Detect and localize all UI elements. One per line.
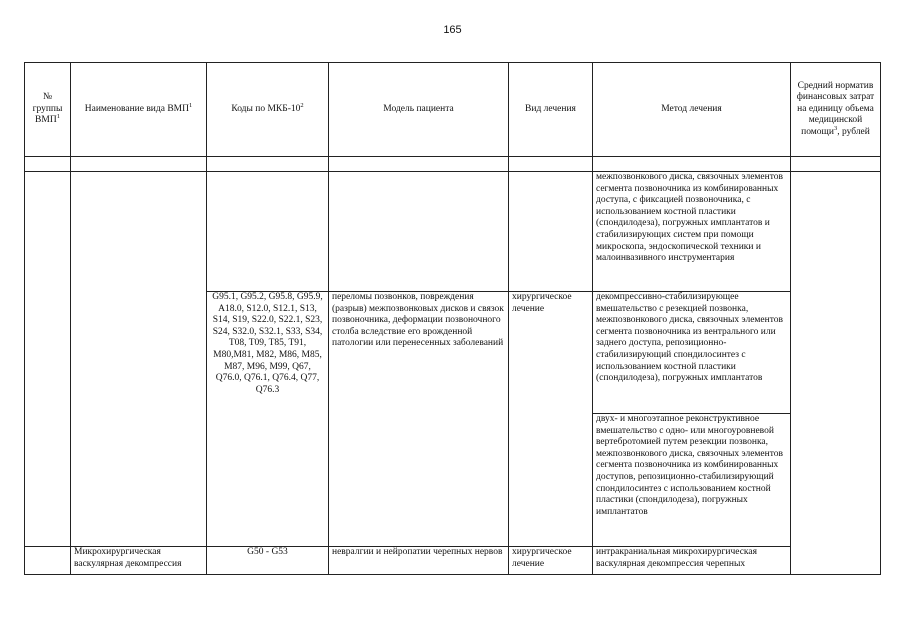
col-header-patient-model: Модель пациента	[329, 63, 509, 157]
page-number: 165	[443, 24, 462, 36]
table-row	[25, 172, 881, 292]
col-header-cost-norm: Средний норматив финансовых затрат на единицу объема медицинской помощи$^3$, рублей	[791, 63, 881, 157]
type-cell	[509, 172, 593, 292]
method-cell: интракраниальная микрохирургическая васкулярная декомпрессия черепных	[593, 547, 791, 575]
blank-cell	[791, 157, 881, 172]
blank-cell	[509, 157, 593, 172]
vmp-name-cell: Микрохирургическая васкулярная декомпрессия	[71, 547, 207, 575]
column-numbering-row	[25, 157, 881, 172]
type-cell: хирургическое лечение	[509, 547, 593, 575]
codes-cell: G50 - G53	[207, 547, 329, 575]
cost-cell	[791, 172, 881, 575]
codes-cell: G95.1, G95.2, G95.8, G95.9, A18.0, S12.0, S12.1, S13, S14, S19, S22.0, S22.1, S23, S24, S32.0, S32.1, S33, S34, T08, T09, T85, T91, M80,M81, M82, M86, M85, M87, M96, M99, Q67, Q76.0, Q76.1, Q76.4, Q77, Q76.3	[207, 292, 329, 547]
vmp-table	[24, 62, 881, 575]
type-cell: хирургическое лечение	[509, 292, 593, 547]
table-row	[25, 547, 881, 575]
group-number-cell	[25, 547, 71, 575]
col-header-mkb-codes: Коды по МКБ-$10^2$	[207, 63, 329, 157]
col-header-treatment-method: Метод лечения	[593, 63, 791, 157]
model-cell: невралгии и нейропатии черепных нервов	[329, 547, 509, 575]
blank-cell	[593, 157, 791, 172]
header-row	[25, 63, 881, 157]
col-header-group-number: № группы ВМП$^1$	[25, 63, 71, 157]
blank-cell	[207, 157, 329, 172]
blank-cell	[25, 157, 71, 172]
vmp-name-cell	[71, 172, 207, 547]
method-cell: межпозвонкового диска, связочных элементов сегмента позвоночника из комбинированных доступа, с фиксацией позвоночника, с использованием костной пластики (спондилодеза), погружных имплантатов и стабилизирующих систем при помощи микроскопа, эндоскопической техники и малоинвазивного инструментария	[593, 172, 791, 292]
model-cell	[329, 172, 509, 292]
col-header-vmp-name: Наименование вида ВМП$^1$	[71, 63, 207, 157]
blank-cell	[329, 157, 509, 172]
codes-cell	[207, 172, 329, 292]
method-cell: двух- и многоэтапное реконструктивное вмешательство с одно- или многоуровневой вертебротомией путем резекции позвонка, межпозвонкового диска, связочных элементов сегмента позвоночника из комбинированных доступов, репозиционно-стабилизирующий спондилосинтез с использованием костной пластики (спондилодеза), погружных имплантатов	[593, 414, 791, 547]
group-number-cell	[25, 172, 71, 547]
method-cell: декомпрессивно-стабилизирующее вмешательство с резекцией позвонка, межпозвонкового диска, связочных элементов сегмента позвоночника из вентрального или заднего доступа, репозиционно-стабилизирующий спондилосинтез с использованием костной пластики (спондилодеза), погружных имплантатов	[593, 292, 791, 414]
col-header-treatment-type: Вид лечения	[509, 63, 593, 157]
blank-cell	[71, 157, 207, 172]
model-cell: переломы позвонков, повреждения (разрыв) межпозвонковых дисков и связок позвоночника, деформации позвоночного столба вследствие его врожденной патологии или перенесенных заболеваний	[329, 292, 509, 547]
